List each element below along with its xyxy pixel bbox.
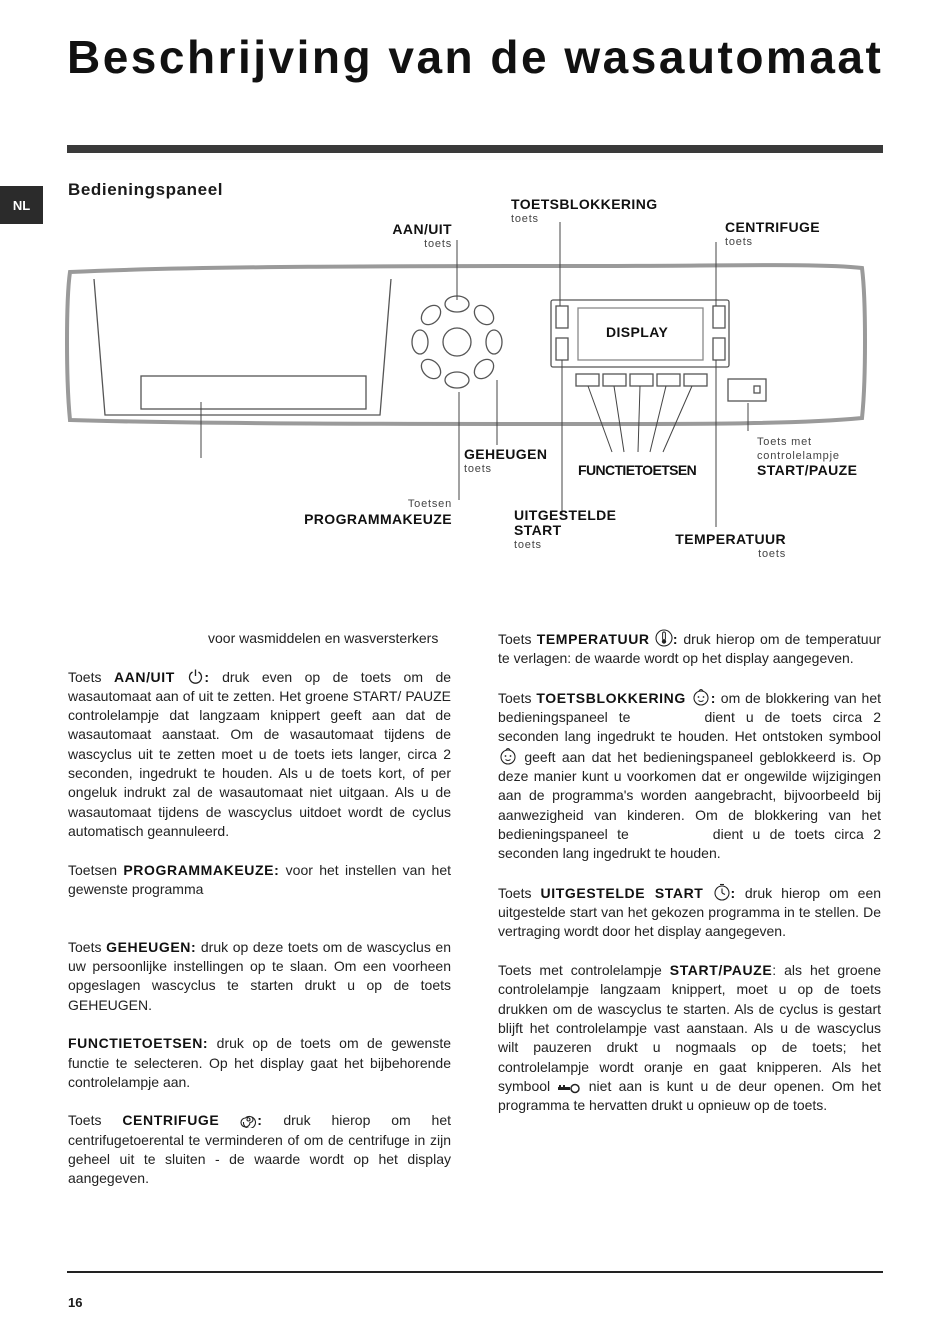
paragraph-detergent: voor wasmiddelen en wasversterkers xyxy=(208,630,439,646)
title-rule xyxy=(67,145,883,153)
paragraph-start-pauze: Toets met controlelampje START/PAUZE: als het groene controlelampje langzaam knippert, moet u op de toets drukken om de wascyclus te starten. Als de cyclus is gestart blijft het controlelampje vast aanstaan. Als u de wascyclus wilt pauzeren drukt u nogmaals op de toets; het controlelampje wordt oranje en gaat knipperen. Als het symbool niet aan is kunt u de deur openen. Om het programma te hervatten drukt u opnieuw op de toets. xyxy=(498,962,882,1114)
paragraph-uitgestelde-start: Toets UITGESTELDE START : druk hierop om een uitgestelde start van het gekozen programma in te stellen. De vertraging wordt door het display aangegeven. xyxy=(498,884,882,940)
lock-key-button xyxy=(556,306,568,328)
drawer-handle xyxy=(141,376,366,409)
label-programmakeuze: Toetsen PROGRAMMAKEUZE xyxy=(304,498,452,527)
page-title: Beschrijving van de wasautomaat xyxy=(67,31,884,83)
function-key xyxy=(684,374,707,386)
paragraph-toetsblokkering: Toets TOETSBLOKKERING : om de blokkering van het bedieningspaneel te dient u de toets circa 2 seconden lang ingedrukt te houden. Het ontstoken symbool geeft aan dat het bedieningspaneel geblokkeerd is. Op deze manier kunt u voorkomen dat er ongewilde wijzigingen aan de programma's worden aangebracht, bijvoorbeeld bij aanwezigheid van kinderen. Om de blokkering van het bedieningspaneel te dient u de toets circa 2 seconden lang ingedrukt te houden. xyxy=(498,689,882,862)
paragraph-temperatuur: Toets TEMPERATUUR : druk hierop om de temperatuur te verlagen: de waarde wordt op het display aangegeven. xyxy=(498,631,882,667)
left-column xyxy=(68,629,451,1208)
page-number: 16 xyxy=(68,1295,83,1310)
power-icon xyxy=(187,668,204,685)
child-lock-icon xyxy=(498,747,518,765)
paragraph-aan-uit: Toets AAN/UIT : druk even op de toets om de wasautomaat aan of uit te zetten. Het groene START/ PAUZE controlelampje dat langzaam knippert geeft aan dat de wasautomaat aanstaat. Om de wasautomaat tijdens de wascyclus uit te zetten moet u de toets iets langer, circa 2 seconden, ingedrukt te houden. Als u de toets kort, of per ongeluk indrukt zal de wasautomaat niet uitgaan. Als u de wasautomaat tijdens de wascyclus uitdoet wordt de cyclus automatisch geannuleerd. xyxy=(68,668,452,839)
paragraph-geheugen: Toets GEHEUGEN: druk op deze toets om de wascyclus en uw persoonlijke instellingen op te slaan. Om een voorheen opgeslagen wascyclus te starten drukt u op de toets GEHEUGEN. xyxy=(68,938,451,1013)
spin-icon xyxy=(240,1111,257,1128)
label-centrifuge: CENTRIFUGE toets xyxy=(725,219,820,248)
language-tab: NL xyxy=(0,186,43,224)
spin-button xyxy=(713,306,725,328)
label-functietoetsen: FUNCTIETOETSEN xyxy=(578,462,697,478)
function-key xyxy=(603,374,626,386)
door-lock-key-icon xyxy=(557,1082,581,1094)
label-uitgestelde-start: UITGESTELDE START toets xyxy=(514,507,617,551)
delay-start-button xyxy=(556,338,568,360)
label-temperatuur: TEMPERATUUR toets xyxy=(675,531,786,560)
section-heading: Bedieningspaneel xyxy=(68,180,224,199)
detergent-drawer xyxy=(94,279,391,415)
child-lock-icon xyxy=(691,688,711,706)
label-geheugen: GEHEUGEN toets xyxy=(464,446,548,475)
delay-timer-icon xyxy=(713,883,731,901)
label-toetsblokkering: TOETSBLOKKERING toets xyxy=(511,196,658,225)
panel-outline xyxy=(67,265,865,424)
temperature-button xyxy=(713,338,725,360)
footer-rule xyxy=(67,1271,883,1273)
function-key xyxy=(630,374,653,386)
function-key xyxy=(657,374,680,386)
program-knob xyxy=(412,296,502,388)
right-column xyxy=(498,629,881,1135)
label-aan-uit: AAN/UIT toets xyxy=(392,221,452,250)
paragraph-programmakeuze: Toetsen PROGRAMMAKEUZE: voor het instellen van het gewenste programma xyxy=(68,861,452,897)
paragraph-centrifuge: Toets CENTRIFUGE : druk hierop om het centrifugetoerental te verminderen of om de centrifuge in zijn geheel uit te sluiten - de waarde wordt op het display aangegeven. xyxy=(68,1112,452,1187)
paragraph-functietoetsen: FUNCTIETOETSEN: druk op de toets om de gewenste functie te selecteren. Op het display gaat het bijbehorende controlelampje aan. xyxy=(68,1035,451,1090)
label-start-pauze: Toets met controlelampje START/PAUZE xyxy=(757,436,858,478)
thermometer-icon xyxy=(655,629,673,647)
function-key xyxy=(576,374,599,386)
label-display: DISPLAY xyxy=(606,324,669,340)
